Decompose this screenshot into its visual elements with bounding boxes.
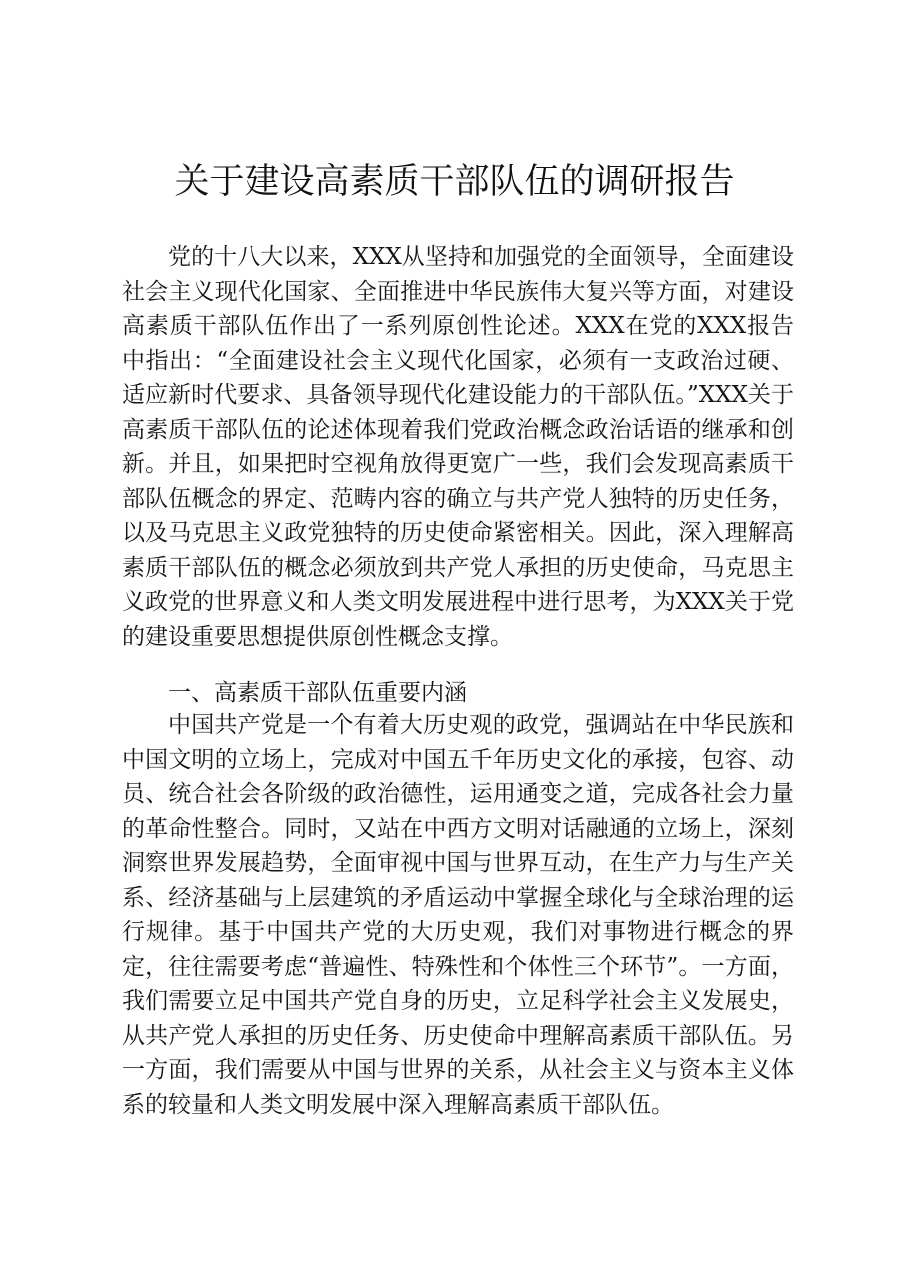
intro-paragraph: 党的十八大以来，XXX从坚持和加强党的全面领导，全面建设社会主义现代化国家、全面推进中华民族伟大复兴等方面，对建设高素质干部队伍作出了一系列原创性论述。XXX在党的XXX报告中指出：“全面建设社会主义现代化国家，必须有一支政治过硬、适应新时代要求、具备领导现代化建设能力的干部队伍。”XXX关于高素质干部队伍的论述体现着我们党政治概念政治话语的继承和创新。并且，如果把时空视角放得更宽广一些，我们会发现高素质干部队伍概念的界定、范畴内容的确立与共产党人独特的历史任务，以及马克思主义政党独特的历史使命紧密相关。因此，深入理解高素质干部队伍的概念必须放到共产党人承担的历史使命，马克思主义政党的世界意义和人类文明发展进程中进行思考，为XXX关于党的建设重要思想提供原创性概念支撑。	[122, 244, 794, 650]
document-title: 关于建设高素质干部队伍的调研报告	[174, 162, 735, 202]
section-heading: 一、高素质干部队伍重要内涵	[168, 680, 467, 706]
section-paragraph: 中国共产党是一个有着大历史观的政党，强调站在中华民族和中国文明的立场上，完成对中国五千年历史文化的承接，包容、动员、统合社会各阶级的政治德性，运用通变之道，完成各社会力量的革命性整合。同时，又站在中西方文明对话融通的立场上，深刻洞察世界发展趋势，全面审视中国与世界互动，在生产力与生产关系、经济基础与上层建筑的矛盾运动中掌握全球化与全球治理的运行规律。基于中国共产党的大历史观，我们对事物进行概念的界定，往往需要考虑“普遍性、特殊性和个体性三个环节”。一方面，我们需要立足中国共产党自身的历史，立足科学社会主义发展史，从共产党人承担的历史任务、历史使命中理解高素质干部队伍。另一方面，我们需要从中国与世界的关系，从社会主义与资本主义体系的较量和人类文明发展中深入理解高素质干部队伍。	[122, 712, 794, 1118]
